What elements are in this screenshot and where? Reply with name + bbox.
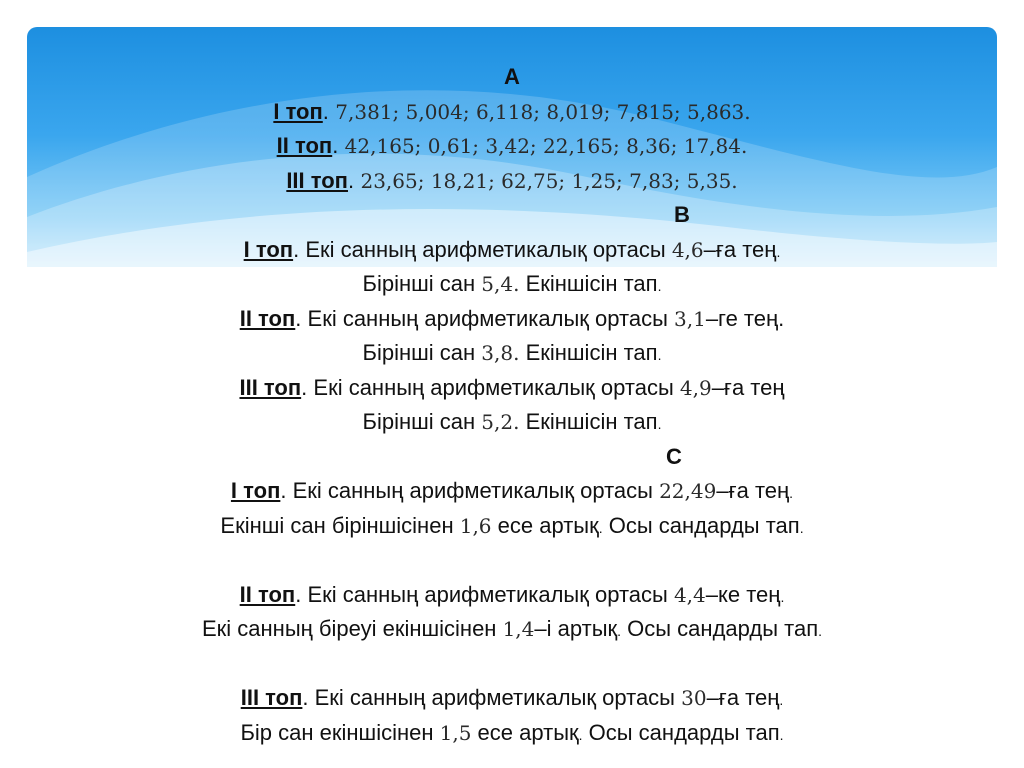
end-mark: . — [789, 485, 794, 501]
problem-number: 5,4. — [481, 272, 520, 296]
problem-text: Бірінші сан — [362, 340, 482, 365]
problem-text: Бір сан екіншісінен — [240, 719, 440, 745]
separator: . — [347, 167, 355, 193]
problem-text: Екі санның арифметикалық ортасы — [299, 236, 672, 262]
section-b-row-1-line-2 — [0, 267, 1024, 302]
problem-text: Екіншісін тап — [519, 340, 658, 365]
problem-text: Осы сандарды тап — [621, 616, 819, 641]
separator: . — [302, 685, 309, 710]
problem-number: 1,4 — [502, 617, 535, 641]
end-mark: . — [657, 278, 662, 294]
end-mark: . — [779, 726, 784, 743]
mid-mark: . — [578, 726, 583, 743]
number-list: 42,165; 0,61; 3,42; 22,165; 8,36; 17,84. — [338, 134, 748, 158]
section-b-heading: B — [674, 202, 690, 227]
problem-text: Екінші сан біріншісінен — [220, 512, 460, 538]
problem-number: 22,49 — [659, 479, 717, 503]
group-label: II топ — [239, 305, 296, 331]
problem-text: –ға тең — [703, 236, 777, 262]
problem-text: Екі санның арифметикалық ортасы — [301, 305, 674, 331]
problem-number: 4,6 — [671, 237, 704, 262]
section-a-heading: A — [504, 64, 520, 89]
section-c-row-1-line-2 — [0, 509, 1024, 544]
end-mark: . — [799, 519, 804, 536]
section-a-row-1 — [0, 95, 1024, 130]
group-label: III топ — [240, 685, 303, 710]
problem-text: Бірінші сан — [362, 409, 482, 434]
problem-text: Бірінші сан — [362, 271, 482, 296]
problem-text: Екіншісін тап — [519, 271, 658, 296]
problem-text: Екіншісін тап — [519, 409, 658, 434]
problem-number: 1,6 — [459, 513, 492, 538]
problem-text: есе артық — [491, 512, 599, 538]
problem-text: Екі санның біреуі екіншісінен — [201, 616, 503, 641]
group-label: II топ — [276, 133, 333, 158]
problem-text: Екі санның арифметикалық ортасы — [307, 374, 680, 400]
section-b-row-2-line-2 — [0, 336, 1024, 371]
section-a-row-3 — [0, 164, 1024, 199]
group-label: III топ — [286, 167, 348, 193]
problem-number: 5,2. — [481, 410, 520, 434]
section-b-row-1-line-1 — [0, 233, 1024, 268]
problem-text: есе артық — [471, 719, 579, 745]
section-c-row-3-line-2 — [0, 716, 1024, 751]
separator: . — [295, 305, 302, 331]
problem-number: 4,4 — [673, 582, 706, 607]
group-label: I топ — [243, 236, 294, 262]
number-list: 23,65; 18,21; 62,75; 1,25; 7,83; 5,35. — [354, 168, 738, 193]
problem-text: Екі санның арифметикалық ортасы — [301, 581, 674, 607]
problem-text: –ке тең — [705, 581, 781, 607]
section-c-row-2-line-2 — [0, 612, 1024, 647]
section-b-row-3-line-1 — [0, 371, 1024, 406]
group-label: I топ — [230, 478, 281, 503]
problem-number: 30 — [681, 686, 707, 710]
section-a-heading-line — [0, 60, 1024, 95]
separator: . — [332, 133, 339, 158]
section-b-heading-line — [0, 198, 1024, 233]
problem-text: Осы сандарды тап — [602, 512, 800, 538]
problem-number: 3,1 — [674, 306, 706, 331]
section-c-heading: C — [666, 443, 682, 469]
problem-number: 4,9 — [679, 375, 712, 400]
problem-text: Екі санның арифметикалық ортасы — [308, 685, 682, 710]
end-mark: . — [780, 588, 785, 605]
section-c-row-2-line-1 — [0, 578, 1024, 613]
section-c-heading-line — [0, 440, 1024, 475]
problem-text: –ға тең — [706, 685, 780, 710]
problem-number: 3,8. — [481, 341, 520, 365]
problem-text: –і артық — [534, 616, 618, 641]
group-label: III топ — [239, 374, 302, 400]
section-c-row-3-line-1 — [0, 681, 1024, 716]
group-label: I топ — [273, 98, 323, 124]
end-mark: . — [776, 243, 781, 260]
problem-text: –ға тең — [711, 374, 785, 400]
group-label: II топ — [239, 581, 296, 607]
mid-mark: . — [598, 519, 603, 536]
section-c-row-1-line-1 — [0, 474, 1024, 509]
separator: . — [322, 98, 329, 124]
separator: . — [280, 478, 287, 503]
end-mark: . — [657, 416, 662, 432]
problem-text: –ға тең — [716, 478, 790, 503]
separator: . — [301, 374, 308, 400]
number-list: 7,381; 5,004; 6,118; 8,019; 7,815; 5,863. — [328, 99, 751, 124]
separator: . — [293, 236, 300, 262]
slide-content — [0, 60, 1024, 750]
blank-line — [0, 647, 1024, 682]
end-mark: . — [657, 347, 662, 363]
separator: . — [295, 581, 302, 607]
problem-text: –ге тең. — [705, 305, 785, 331]
problem-text: Осы сандарды тап — [582, 719, 780, 745]
blank-line — [0, 543, 1024, 578]
mid-mark: . — [617, 623, 622, 639]
end-mark: . — [779, 692, 784, 708]
section-a-row-2 — [0, 129, 1024, 164]
section-b-row-2-line-1 — [0, 302, 1024, 337]
problem-text: Екі санның арифметикалық ортасы — [286, 478, 660, 503]
end-mark: . — [818, 623, 822, 639]
problem-number: 1,5 — [439, 720, 472, 745]
section-b-row-3-line-2 — [0, 405, 1024, 440]
